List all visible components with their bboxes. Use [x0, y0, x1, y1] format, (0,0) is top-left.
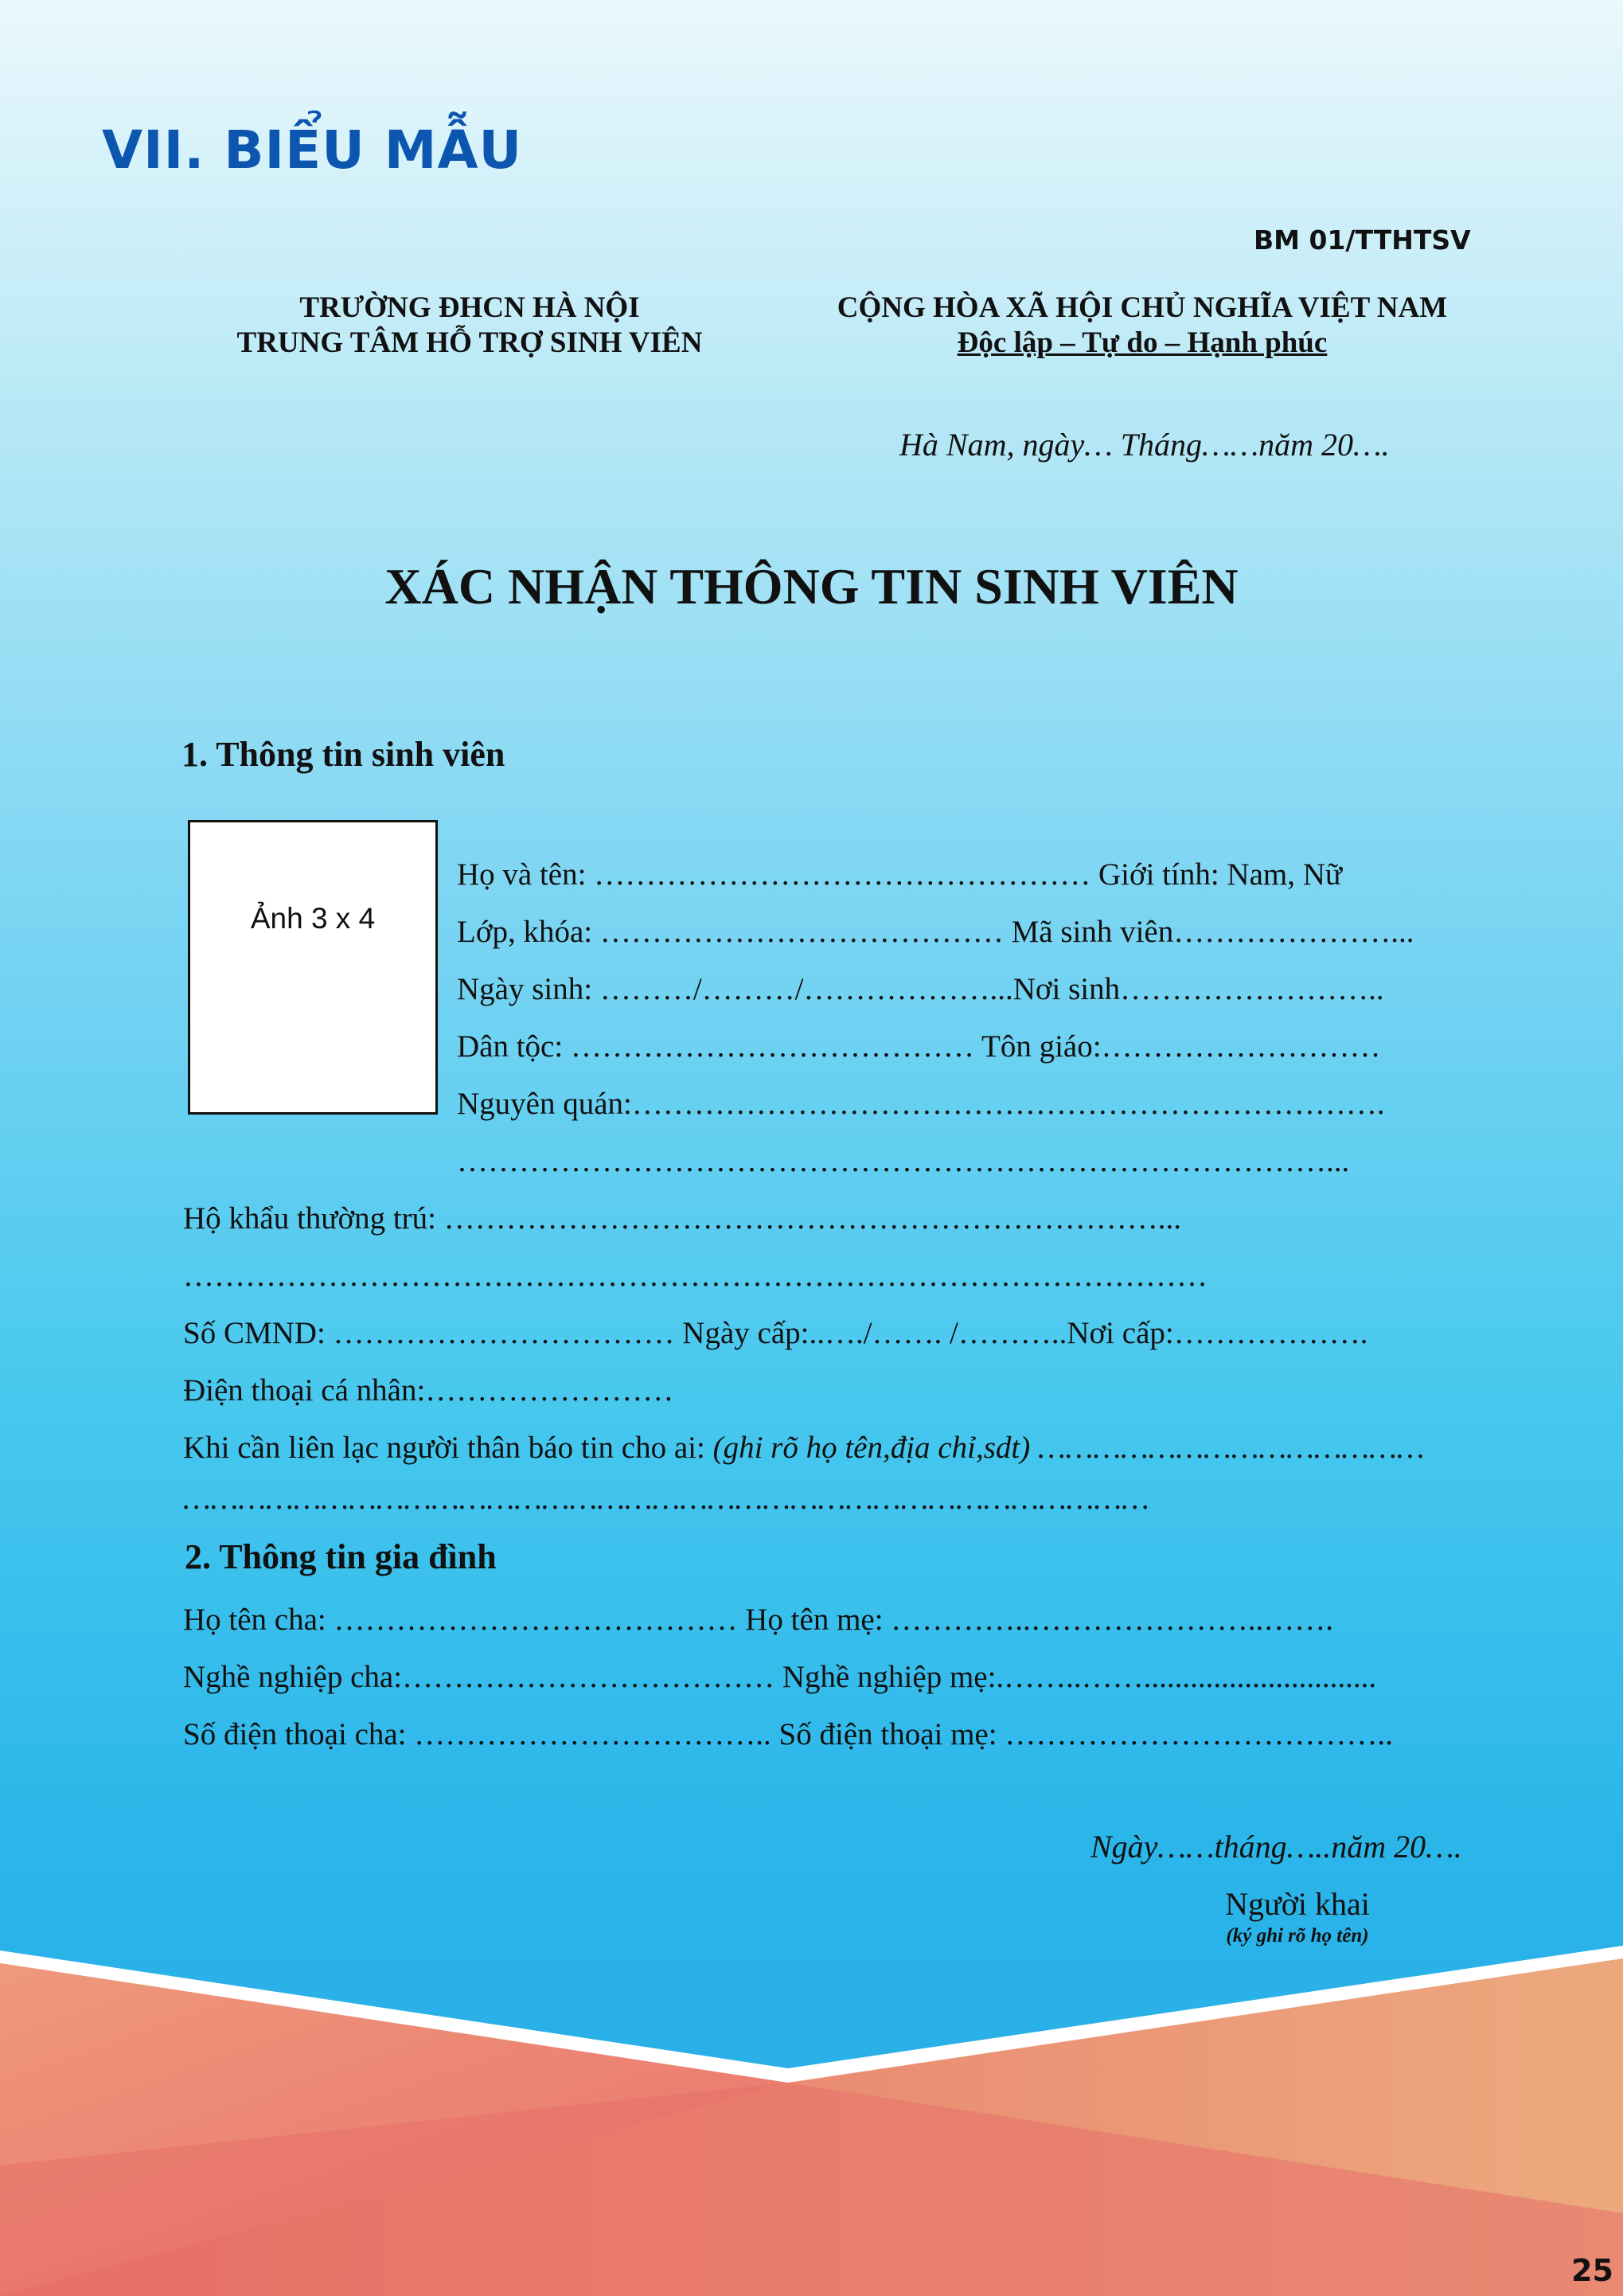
field-line-contact-cont: ……………………………………………………………………………………………	[183, 1482, 1149, 1516]
header-right	[820, 291, 1465, 361]
field-line-residence-cont: ………………………………………………………………………………………	[183, 1259, 1207, 1293]
contact-label: Khi cần liên lạc người thân báo tin cho ai:	[183, 1431, 713, 1465]
field-line-fullname: Họ và tên: ………………………………………… Giới tính: Nam, Nữ	[457, 857, 1343, 892]
document-title: XÁC NHẬN THÔNG TIN SINH VIÊN	[384, 558, 1239, 615]
contact-hint: (ghi rõ họ tên,địa chỉ,sdt)	[712, 1431, 1031, 1465]
school-name: TRƯỜNG ĐHCN HÀ NỘI	[299, 291, 640, 324]
national-title: CỘNG HÒA XÃ HỘI CHỦ NGHĨA VIỆT NAM	[837, 291, 1448, 324]
section2-heading: 2. Thông tin gia đình	[185, 1537, 497, 1576]
center-name: TRUNG TÂM HỖ TRỢ SINH VIÊN	[236, 326, 703, 359]
national-motto: Độc lập – Tự do – Hạnh phúc	[957, 326, 1328, 359]
field-line-class: Lớp, khóa: ………………………………… Mã sinh viên…………………...	[457, 915, 1414, 949]
field-line-hometown-cont: …………………………………………………………………………...	[457, 1144, 1350, 1178]
place-date: Hà Nam, ngày… Tháng……năm 20….	[899, 427, 1390, 463]
bottom-decoration	[0, 1927, 1623, 2296]
field-line-parents-job: Nghề nghiệp cha:……………………………… Nghề nghiệp mẹ:.……..……..............................	[183, 1660, 1377, 1694]
section-title: VII. BIỂU MẪU	[102, 119, 523, 181]
photo-label: Ảnh 3 x 4	[250, 902, 376, 935]
field-line-parents-name: Họ tên cha: ………………………………… Họ tên mẹ: …………..…………………..…….	[183, 1603, 1334, 1637]
contact-dots: ……………………………………	[1030, 1431, 1425, 1465]
page-number: 25	[1571, 2253, 1613, 2288]
signature-who: Người khai	[1225, 1886, 1370, 1922]
photo-box	[188, 820, 438, 1115]
section1-heading: 1. Thông tin sinh viên	[181, 735, 505, 774]
field-line-hometown: Nguyên quán:……………………………………………………………….	[457, 1087, 1385, 1121]
field-line-residence: Hộ khẩu thường trú: ……………………………………………………………...	[183, 1201, 1181, 1236]
signature-date: Ngày……tháng…..năm 20….	[1090, 1829, 1462, 1865]
field-line-contact	[183, 1430, 1424, 1466]
field-line-parents-phone: Số điện thoại cha: …………………………….. Số điện thoại mẹ: ………………………………..	[183, 1717, 1393, 1751]
field-line-phone: Điện thoại cá nhân:……………………	[183, 1373, 674, 1408]
field-line-ethnicity: Dân tộc: ………………………………… Tôn giáo:………………………	[457, 1029, 1381, 1064]
field-line-birth: Ngày sinh: ………/………/………………...Nơi sinh……………………..	[457, 972, 1384, 1006]
form-code: BM 01/TTHTSV	[1254, 225, 1471, 256]
header-left	[223, 291, 716, 361]
field-line-id-card: Số CMND: …………………………… Ngày cấp:..…./……. /………..Nơi cấp:……………….	[183, 1316, 1368, 1350]
signature-note: (ký ghi rõ họ tên)	[1226, 1925, 1369, 1947]
